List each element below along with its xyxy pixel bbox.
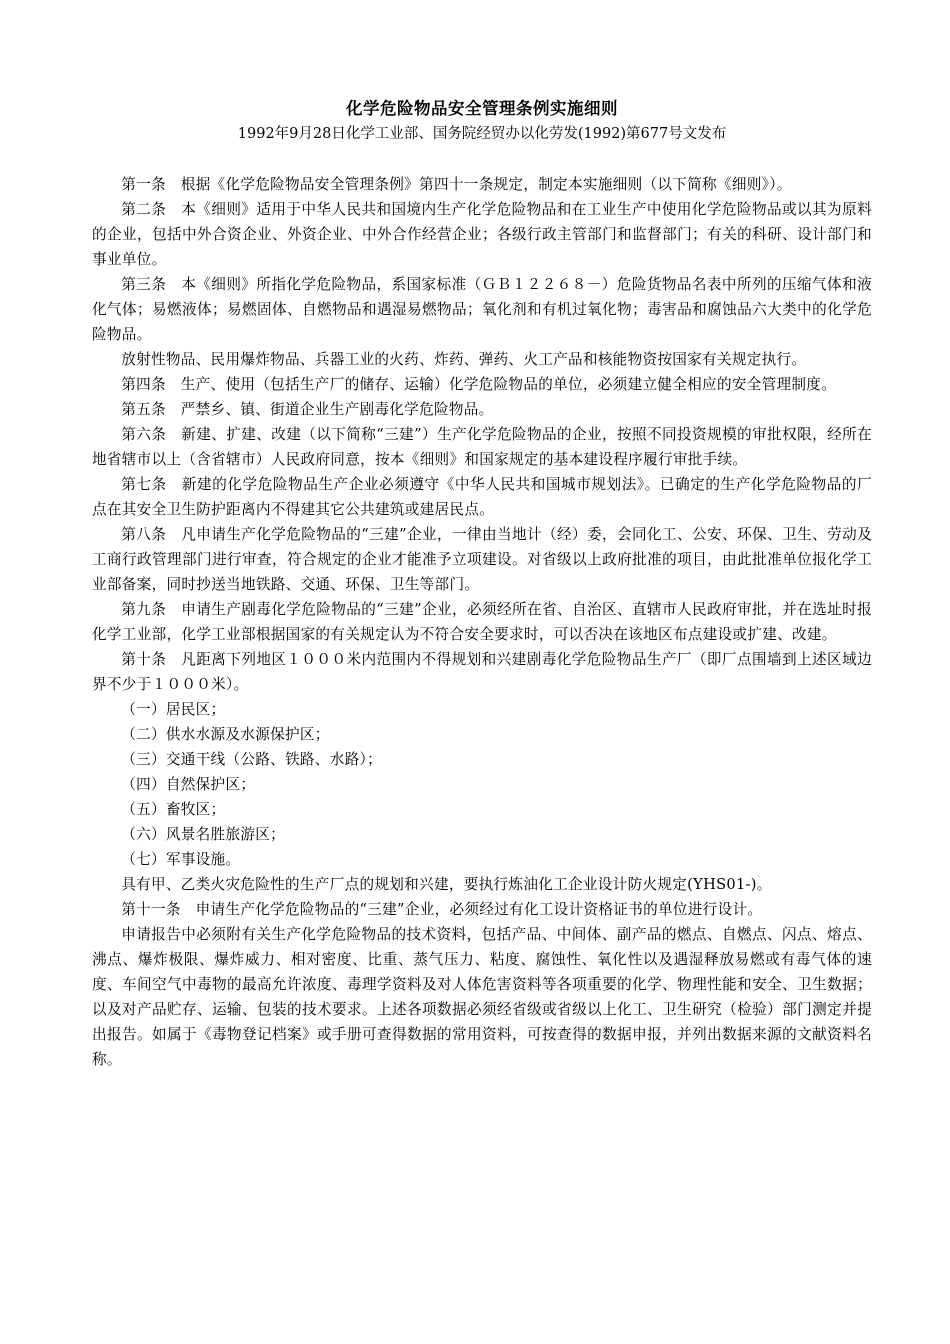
document-title: 化学危险物品安全管理条例实施细则 bbox=[346, 99, 618, 118]
article-3-note: 放射性物品、民用爆炸物品、兵器工业的火药、炸药、弹药、火工产品和核能物资按国家有关规定执行。 bbox=[121, 351, 807, 368]
article-9: 第九条 申请生产剧毒化学危险物品的“三建”企业，必须经所在省、自治区、直辖市人民政府审批，并在选址时报化学工业部，化学工业部根据国家的有关规定认为不符合安全要求时，可以否决在该地区布点建设或扩建、改建。 bbox=[92, 601, 872, 643]
list-item: （六）风景名胜旅游区； bbox=[121, 826, 286, 843]
article-5: 第五条 严禁乡、镇、街道企业生产剧毒化学危险物品。 bbox=[121, 401, 494, 418]
document-subtitle: 1992年9月28日化学工业部、国务院经贸办以化劳发(1992)第677号文发布 bbox=[237, 126, 727, 142]
article-10: 第十条 凡距离下列地区１０００米内范围内不得规划和兴建剧毒化学危险物品生产厂（即厂点围墙到上述区域边界不少于１０００米）。 bbox=[92, 651, 872, 693]
article-3: 第三条 本《细则》所指化学危险物品，系国家标准（ＧＢ１２２６８－）危险货物品名表中所列的压缩气体和液化气体；易燃液体；易燃固体、自燃物品和遇湿易燃物品；氧化剂和有机过氧化物；毒害品和腐蚀品六大类中的化学危险物品。 bbox=[92, 276, 872, 343]
article-4: 第四条 生产、使用（包括生产厂的储存、运输）化学危险物品的单位，必须建立健全相应的安全管理制度。 bbox=[121, 376, 837, 393]
list-item: （五）畜牧区； bbox=[121, 801, 226, 818]
article-2: 第二条 本《细则》适用于中华人民共和国境内生产化学危险物品和在工业生产中使用化学危险物品或以其为原料的企业，包括中外合资企业、外资企业、中外合作经营企业；各级行政主管部门和监督部门；有关的科研、设计部门和事业单位。 bbox=[92, 201, 872, 268]
list-item: （一）居民区； bbox=[121, 701, 226, 718]
article-11-detail: 申请报告中必须附有关生产化学危险物品的技术资料，包括产品、中间体、副产品的燃点、自燃点、闪点、熔点、沸点、爆炸极限、爆炸威力、相对密度、比重、蒸气压力、粘度、腐蚀性、氧化性以及遇湿释放易燃或有毒气体的速度、车间空气中毒物的最高允许浓度、毒理学资料及对人体危害资料等各项重要的化学、物理性能和安全、卫生数据；以及对产品贮存、运输、包装的技术要求。上述各项数据必须经省级或省级以上化工、卫生研究（检验）部门测定并提出报告。如属于《毒物登记档案》或手册可查得数据的常用资料，可按查得的数据申报，并列出数据来源的文献资料名称。 bbox=[92, 926, 872, 1068]
list-item: （七）军事设施。 bbox=[121, 851, 241, 868]
article-8: 第八条 凡申请生产化学危险物品的“三建”企业，一律由当地计（经）委，会同化工、公安、环保、卫生、劳动及工商行政管理部门进行审查，符合规定的企业才能准予立项建设。对省级以上政府批准的项目，由此批准单位报化学工业部备案，同时抄送当地铁路、交通、环保、卫生等部门。 bbox=[92, 526, 872, 593]
article-1: 第一条 根据《化学危险物品安全管理条例》第四十一条规定，制定本实施细则（以下简称《细则》）。 bbox=[121, 176, 792, 193]
document-page bbox=[92, 96, 872, 1072]
fire-safety-note: 具有甲、乙类火灾危险性的生产厂点的规划和兴建，要执行炼油化工企业设计防火规定(YHS01-)。 bbox=[121, 876, 772, 893]
list-item: （三）交通干线（公路、铁路、水路）； bbox=[121, 751, 382, 768]
list-item: （二）供水水源及水源保护区； bbox=[121, 726, 330, 743]
article-11: 第十一条 申请生产化学危险物品的“三建”企业，必须经过有化工设计资格证书的单位进行设计。 bbox=[121, 901, 763, 918]
document-body bbox=[92, 172, 872, 1072]
article-6: 第六条 新建、扩建、改建（以下简称“三建”）生产化学危险物品的企业，按照不同投资规模的审批权限，经所在地省辖市以上（含省辖市）人民政府同意，按本《细则》和国家规定的基本建设程序履行审批手续。 bbox=[92, 426, 872, 468]
article-7: 第七条 新建的化学危险物品生产企业必须遵守《中华人民共和国城市规划法》。已确定的生产化学危险物品的厂点在其安全卫生防护距离内不得建其它公共建筑或建居民点。 bbox=[92, 476, 872, 518]
list-item: （四）自然保护区； bbox=[121, 776, 256, 793]
